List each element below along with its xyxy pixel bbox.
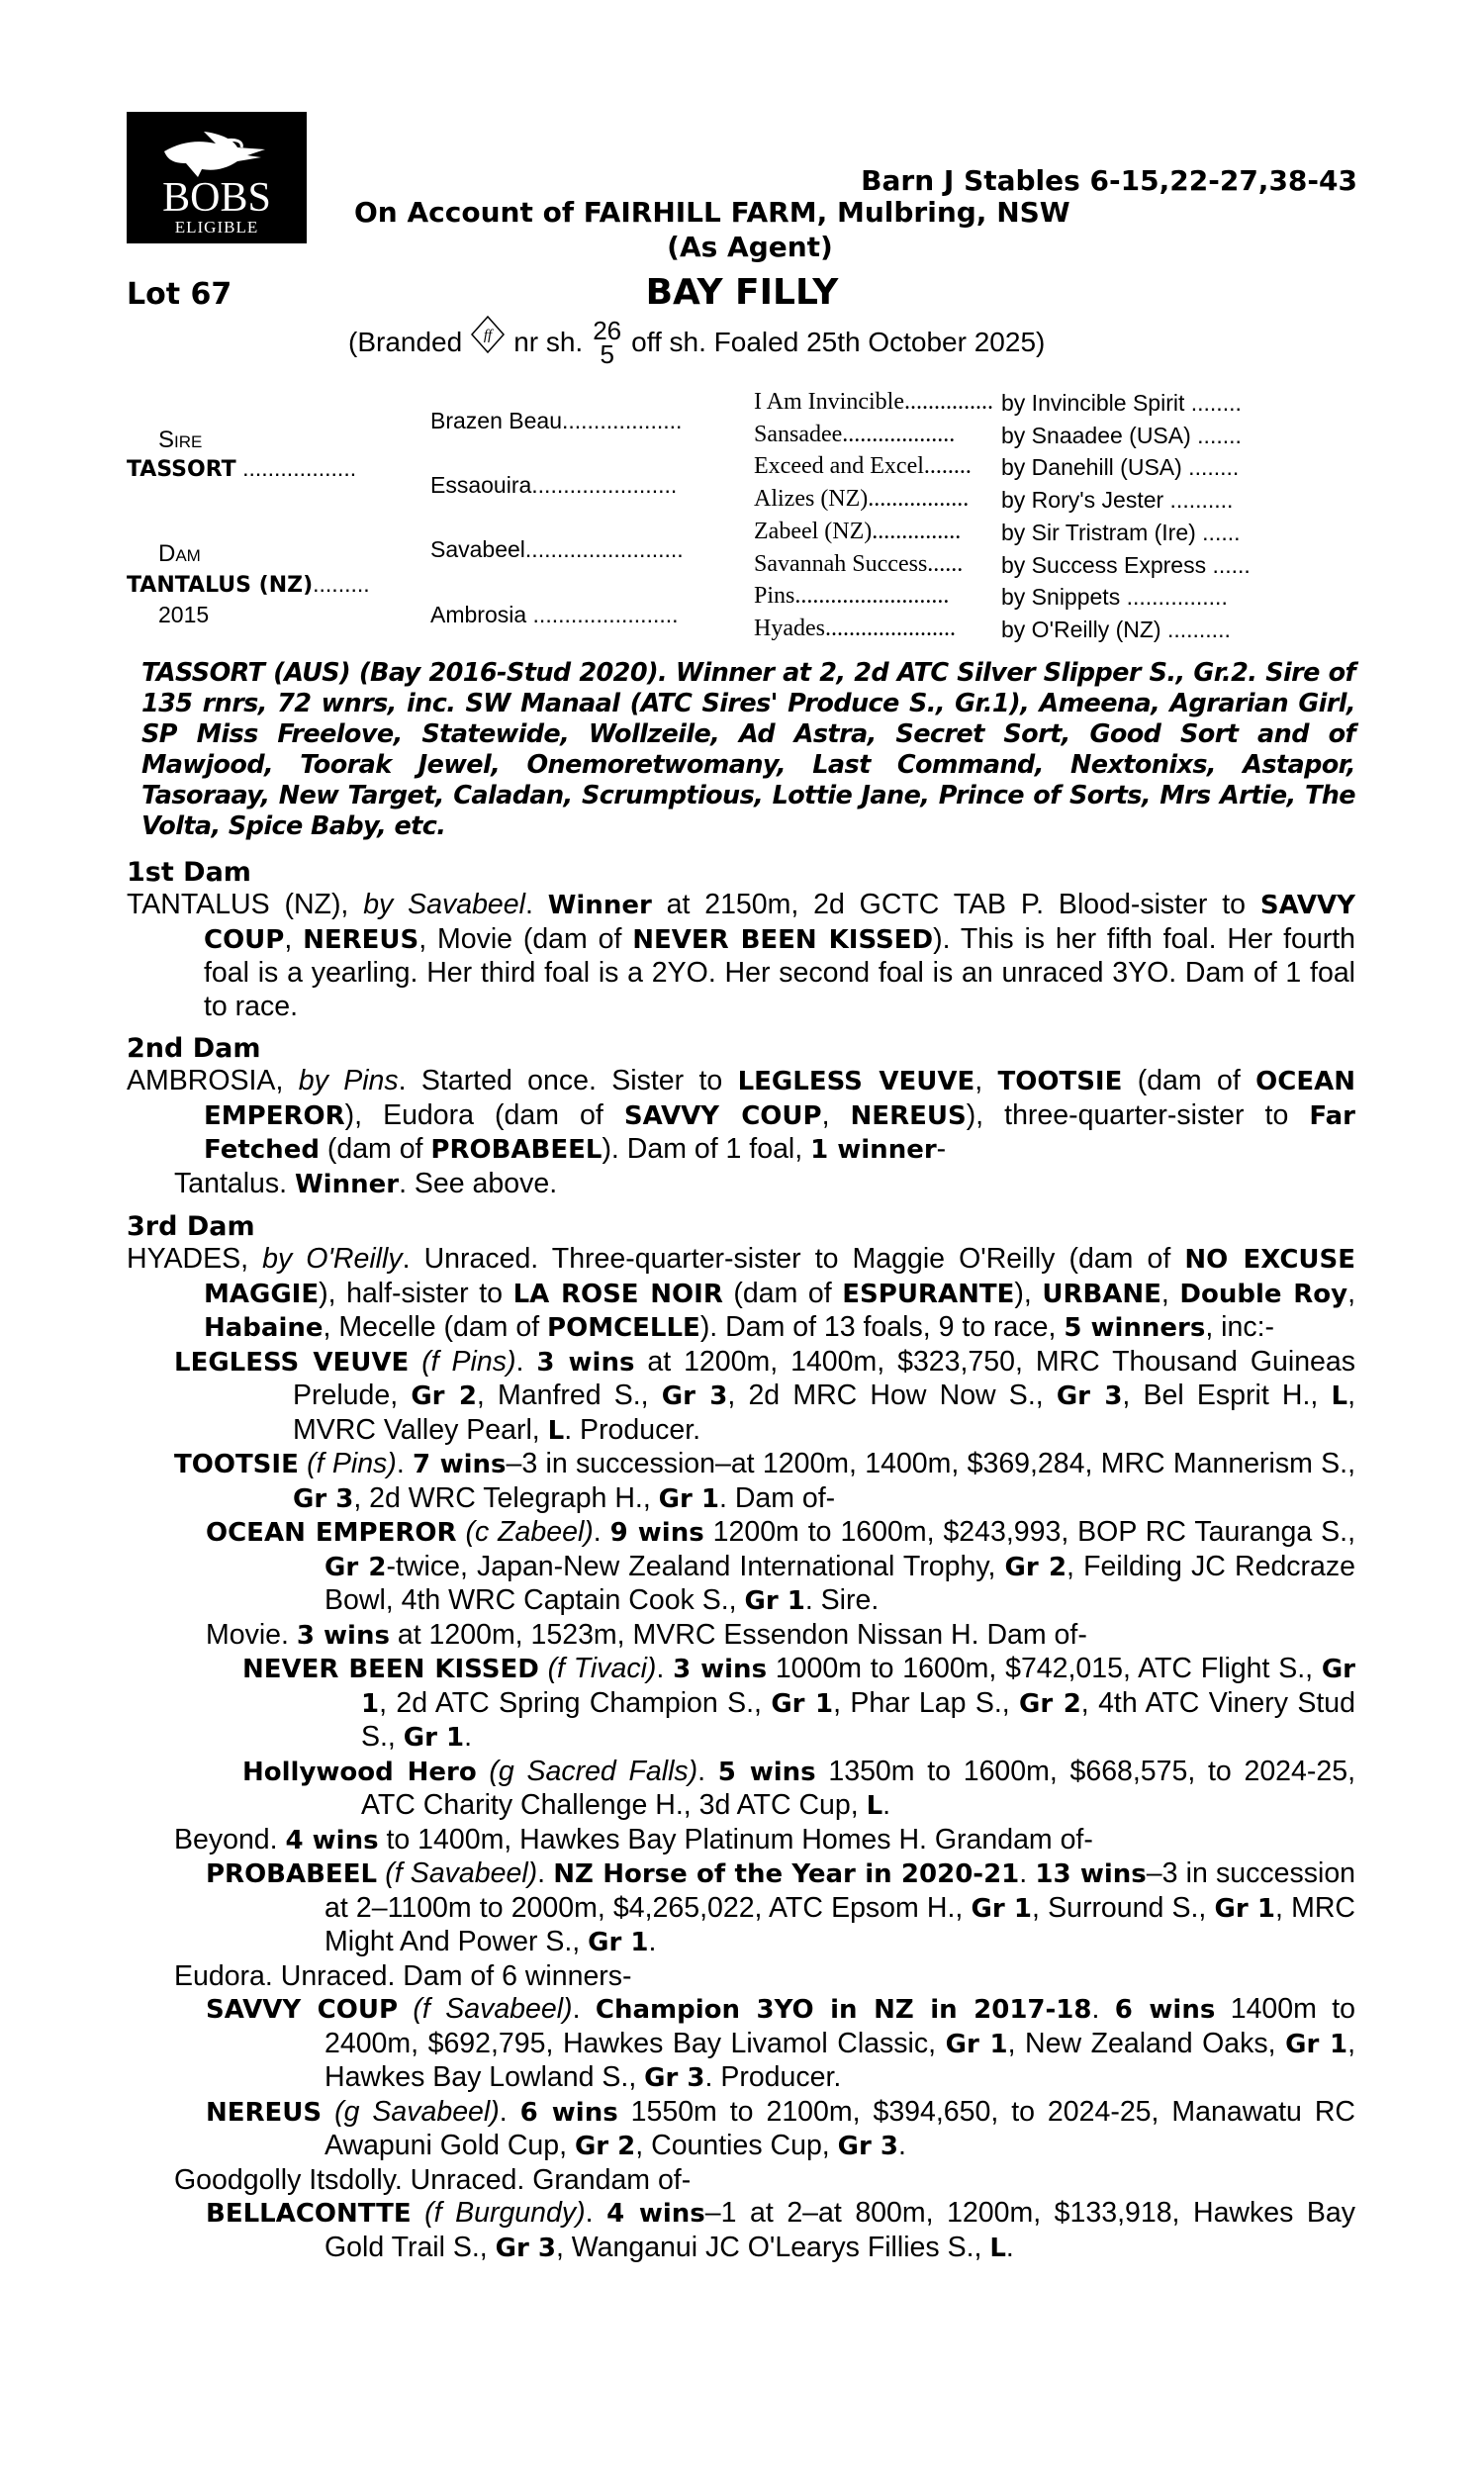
text: . Producer. [704,2061,842,2093]
brand-number-bottom: 5 [600,339,614,369]
text: -twice, Japan-New Zealand International Trophy, [386,1550,1005,1582]
bold-text: BELLACONTTE [206,2199,412,2229]
bold-text: 4 wins [606,2199,705,2229]
text: . [524,889,548,920]
text: . [1091,1993,1115,2025]
as-agent [0,231,1484,263]
bold-text: Gr 1 [744,1586,805,1616]
text: . See above. [399,1167,558,1199]
great-grandparent-sire: by O'Reilly (NZ) [1001,616,1161,642]
barn-stables: Barn J Stables 6-15,22-27,38-43 [861,164,1357,197]
text [299,1448,307,1479]
text: , New Zealand Oaks, [1007,2027,1286,2059]
great-grandparent-dam-line: Savannah Success...... [754,550,964,577]
text: . [897,2130,906,2161]
text [409,1346,421,1378]
bold-text: Gr 2 [411,1381,477,1411]
text: at 2150m, 2d GCTC TAB P. Blood-sister to [651,889,1260,920]
text: , Wanganui JC O'Learys Fillies S., [555,2231,990,2263]
svg-text:BOBS: BOBS [162,175,271,221]
bold-text: LEGLESS VEUVE [174,1347,410,1378]
great-grandparent-sire: by Snippets [1001,584,1121,611]
text: . Sire. [804,1584,880,1616]
produce-entry [127,1756,1355,1824]
text: Goodgolly Itsdolly. Unraced. Grandam of- [174,2163,692,2196]
produce-entry [127,1824,1355,1858]
text: , 2d WRC Telegraph H., [353,1481,659,1514]
text: ). Dam of 1 foal, [602,1133,811,1165]
produce-entry [127,1448,1355,1516]
text: –3 in succession at 2–1100m to 2000m, $4,265,022, ATC Epsom H., [325,1857,1356,1924]
text: . [572,1993,596,2025]
text: ), [1014,1277,1043,1309]
bold-text: SAVVY COUP [206,1995,399,2025]
great-grandparent-dam-line: Pins.......................... [754,583,950,610]
italic-text: (f Burgundy) [424,2197,586,2229]
great-grandparent-name: Exceed and Excel [754,453,924,480]
bold-text: Gr 1 [361,1655,1356,1719]
text [477,1756,490,1787]
text: Eudora. Unraced. Dam of 6 winners- [174,1959,632,1992]
text: ), half-sister to [319,1277,513,1309]
text: . [1005,2231,1014,2263]
produce-entry [127,2096,1355,2164]
bold-text: 3 wins [296,1620,390,1651]
dam-section [127,1211,1355,2265]
text: , Manfred S., [476,1380,662,1411]
dam-name: TANTALUS (NZ) [127,573,314,598]
horse-head-icon [127,112,307,243]
horse-title: BAY FILLY [645,272,839,313]
text: (dam of [1122,1065,1256,1096]
text: . [648,1926,657,1957]
text: . [1019,1857,1036,1889]
great-grandparent-dam-line: Alizes (NZ)................. [754,486,970,513]
text: . [499,2095,520,2128]
text: . [537,1857,554,1889]
bold-text: URBANE [1042,1279,1161,1309]
produce-entry [127,2164,1355,2198]
bold-text: Gr 2 [1019,1688,1081,1719]
sire-name: TASSORT [127,457,236,482]
produce-entry [127,1346,1355,1449]
dam-description [127,1065,1355,1168]
bold-text: Double Roy [1179,1279,1348,1309]
great-grandparent-name: Alizes (NZ) [754,486,869,513]
text: at 1200m, 1523m, MVRC Essendon Nissan H. Dam of- [389,1618,1087,1651]
dam-name-row: TANTALUS (NZ)......... [127,571,370,598]
produce-entry [127,1619,1355,1654]
text: HYADES, [127,1243,263,1275]
text: at 1200m, 1400m, $323,750, MRC Thousand Guineas Prelude, [293,1345,1355,1411]
great-grandparent-name: Pins [754,583,795,610]
text: ), Eudora (dam of [344,1098,624,1131]
dam-label: Dam [158,540,201,567]
as-agent-text: (As Agent) [667,231,833,263]
dam-sections [127,857,1355,2275]
bold-text: Gr 1 [945,2029,1008,2059]
text: , [1347,1277,1355,1309]
text: Beyond. [174,1823,286,1856]
bold-text: LA ROSE NOIR [512,1279,723,1309]
produce-entry [127,1168,1355,1202]
bold-text: PROBABEEL [430,1135,603,1165]
great-grandparent-sire: by Snaadee (USA) [1001,422,1191,448]
great-grandparent-sire-line: by Sir Tristram (Ire) ...... [1001,519,1241,545]
great-grandparent-sire: by Invincible Spirit [1001,390,1185,416]
text: - [936,1133,947,1165]
text: 1000m to 1600m, $742,015, ATC Flight S., [767,1653,1322,1684]
brand-number [593,316,622,369]
bold-text: Winner [547,891,652,920]
text: , 2d MRC How Now S., [727,1380,1057,1411]
text: , [821,1098,851,1131]
bold-text: Gr 1 [588,1928,649,1957]
text: ), three-quarter-sister to [966,1098,1310,1131]
great-grandparent-name: Hyades [754,615,825,641]
brand-near-side: nr sh. [513,327,584,357]
great-grandparent-name: Sansadee [754,421,843,447]
text: –1 at 2–at 800m, 1200m, $133,918, Hawkes Bay Gold Trail S., [325,2197,1356,2263]
text [412,2197,425,2229]
text: , [284,922,304,955]
bold-text: Gr 2 [325,1552,387,1582]
bold-text: Gr 2 [574,2132,636,2161]
text: , Movie (dam of [418,922,633,955]
bold-text: NZ Horse of the Year in 2020-21 [553,1859,1020,1889]
bold-text: 9 wins [609,1518,704,1548]
text: . [882,1789,891,1821]
bold-text: NO EXCUSE MAGGIE [204,1245,1355,1309]
bold-text: Gr 1 [1214,1893,1276,1924]
italic-text: (f Tivaci) [547,1653,657,1684]
grandparent-name: Brazen Beau [430,408,562,433]
brand-suffix: off sh. Foaled 25th October 2025) [631,327,1046,357]
bold-text: TOOTSIE [997,1067,1123,1096]
great-grandparent-dam-line: Hyades...................... [754,615,956,641]
bold-text: L [547,1415,565,1446]
great-grandparent-dam-line: Zabeel (NZ)............... [754,518,962,544]
text: , 2d ATC Spring Champion S., [379,1686,772,1719]
italic-text: by Pins [298,1065,399,1096]
text: , Phar Lap S., [833,1686,1020,1719]
text: . [396,1448,414,1479]
produce-entry [127,2197,1355,2265]
bold-text: TOOTSIE [174,1450,299,1479]
text: Movie. [206,1618,297,1651]
bold-text: L [989,2233,1006,2263]
text: . [593,1516,610,1548]
bold-text: 4 wins [285,1825,379,1856]
text: –3 in succession–at 1200m, 1400m, $369,284, MRC Mannerism S., [506,1448,1356,1479]
bold-text: 1 winner [810,1135,937,1165]
section-heading: 2nd Dam [127,1033,261,1064]
sire-name-row: TASSORT .................. [127,455,357,482]
text: Tantalus. [174,1167,295,1199]
bold-text: 6 wins [519,2097,618,2128]
bold-text: Gr 2 [1004,1552,1067,1582]
bold-text: Gr 3 [495,2233,556,2263]
bold-text: LEGLESS VEUVE [737,1067,975,1096]
bold-text: Gr 1 [658,1483,719,1514]
bold-text: Gr 1 [971,1893,1033,1924]
bold-text: Gr 3 [837,2132,898,2161]
text: , MVRC Valley Pearl, [293,1380,1356,1446]
text: (dam of [722,1277,843,1309]
text [322,2096,334,2128]
great-grandparent-dam-line: Sansadee................... [754,421,956,447]
bold-text: 5 wins [717,1757,816,1787]
italic-text: (f Savabeel) [413,1993,573,2025]
bold-text: Gr 3 [1056,1381,1123,1411]
text: . [464,1721,472,1753]
text: , Counties Cup, [635,2130,838,2161]
text: , Hawkes Bay Lowland S., [325,2027,1356,2093]
text: , 4th ATC Vinery Stud S., [361,1686,1355,1753]
text [377,1857,385,1889]
grandparent-name: Ambrosia [430,602,527,627]
great-grandparent-dam-line: Exceed and Excel........ [754,453,972,480]
text: , MRC Might And Power S., [325,1891,1355,1957]
text: . [515,1345,537,1378]
text: ). This is her fifth foal. Her fourth foal is a yearling. Her third foal is a 2YO. Her second foal is an unraced 3YO. Dam of 1 foal to race. [204,922,1355,1022]
sire-label: Sire [158,427,203,453]
bold-text: SAVVY COUP [204,891,1355,955]
bold-text: NEREUS [850,1100,967,1131]
bold-text: NEREUS [303,924,419,955]
bold-text: Hollywood Hero [242,1757,477,1787]
text: , [974,1065,998,1096]
dam-year: 2015 [158,602,210,627]
italic-text: (c Zabeel) [465,1516,594,1548]
section-heading: 1st Dam [127,857,251,888]
text [398,1993,413,2025]
brand-mark-icon [470,315,506,354]
lot-number: Lot 67 [127,277,232,312]
text: AMBROSIA, [127,1065,299,1096]
text: . [697,1755,718,1787]
bold-text: NEVER BEEN KISSED [242,1655,539,1684]
bold-text: 6 wins [1114,1995,1216,2025]
bold-text: OCEAN EMPEROR [206,1518,457,1548]
great-grandparent-sire-line: by O'Reilly (NZ) .......... [1001,616,1231,642]
bold-text: NEVER BEEN KISSED [632,924,934,955]
grandsire-dam: Savabeel......................... [430,536,684,562]
text: 1400m to 2400m, $692,795, Hawkes Bay Livamol Classic, [325,1993,1356,2059]
bold-text: OCEAN EMPEROR [204,1067,1355,1131]
brand-number-top: 26 [593,316,622,345]
text: ). Dam of 13 foals, 9 to race, [699,1311,1065,1343]
section-heading: 3rd Dam [127,1211,255,1242]
great-grandparent-name: Savannah Success [754,550,928,577]
bold-text: SAVVY COUP [623,1100,822,1131]
svg-text:ff: ff [484,328,493,343]
italic-text: (f Pins) [421,1345,516,1378]
text: . [656,1653,674,1684]
italic-text: by O'Reilly [262,1243,403,1275]
dam-section [127,857,1355,1023]
bold-text: POMCELLE [547,1313,700,1343]
grandparent-name: Essaouira [430,472,532,498]
great-grandparent-sire-line: by Invincible Spirit ........ [1001,390,1242,416]
text: , [1160,1277,1180,1309]
text [539,1653,548,1684]
bold-text: Winner [295,1169,400,1199]
bold-text: Gr 1 [1285,2029,1348,2059]
italic-text: by Savabeel [363,889,525,920]
bold-text: L [1331,1381,1348,1411]
text: (dam of [319,1133,431,1165]
bold-text: 13 wins [1035,1859,1147,1889]
text: 1550m to 2100m, $394,650, to 2024-25, Manawatu RC Awapuni Gold Cup, [325,2095,1356,2161]
great-grandparent-sire: by Sir Tristram (Ire) [1001,519,1196,545]
great-grandparent-sire: by Rory's Jester [1001,487,1164,514]
text: , Feilding JC Redcraze Bowl, 4th WRC Captain Cook S., [325,1550,1355,1616]
grandparent-name: Savabeel [430,536,525,562]
great-grandparent-sire-line: by Snippets ................ [1001,584,1228,611]
text: , inc:- [1205,1311,1275,1343]
dam-section [127,1033,1355,1201]
bold-text: Champion 3YO in NZ in 2017-18 [595,1995,1092,2025]
great-grandparent-dam-line: I Am Invincible............... [754,389,993,415]
text: 1200m to 1600m, $243,993, BOP RC Tauranga S., [703,1516,1355,1548]
grandsire-sire: Brazen Beau................... [430,408,683,433]
bold-text: NEREUS [206,2097,323,2128]
great-grandparent-sire: by Success Express [1001,551,1207,578]
vendor-account: On Account of FAIRHILL FARM, Mulbring, NSW [354,196,1070,229]
text: , Mecelle (dam of [323,1311,548,1343]
produce-entry [127,1516,1355,1619]
text: . Unraced. Three-quarter-sister to Maggie O'Reilly (dam of [402,1243,1185,1275]
great-grandparent-sire-line: by Snaadee (USA) ....... [1001,422,1242,448]
bold-text: Gr 3 [644,2063,705,2093]
bold-text: L [866,1791,883,1821]
italic-text: (f Pins) [307,1448,397,1479]
bold-text: Habaine [204,1313,324,1343]
text: . Dam of- [718,1481,836,1514]
text: . Producer. [564,1413,701,1446]
granddam-dam: Ambrosia ....................... [430,602,679,627]
brand-line [348,316,1046,369]
sire-summary: TASSORT (AUS) (Bay 2016-Stud 2020). Winner at 2, 2d ATC Silver Slipper S., Gr.2. Sire of 135 rnrs, 72 wnrs, inc. SW Manaal (ATC Sires' Produce S., Gr.1), Ameena, Agrarian Girl, SP Miss Freelove, Statewide, Wollzeile, Ad Astra, Secret Sort, Good Sort and of Mawjood, Toorak Jewel, Onemoretwomany, Last Command, Nextonixs, Astapor, Tasoraay, New Target, Caladan, Scrumptious, Lottie Jane, Prince of Sorts, Mrs Artie, The Volta, Spice Baby, etc. [141,658,1355,841]
bold-text: PROBABEEL [206,1859,378,1889]
text: TANTALUS (NZ), [127,889,364,920]
bold-text: 5 winners [1064,1313,1206,1343]
dam-description [127,1243,1355,1346]
text: , Bel Esprit H., [1122,1380,1332,1411]
bold-text: ESPURANTE [842,1279,1015,1309]
bobs-eligible-logo [127,112,307,243]
bold-text: Gr 1 [771,1688,834,1719]
great-grandparent-name: Zabeel (NZ) [754,518,873,544]
italic-text: (f Savabeel) [385,1857,538,1889]
great-grandparent-sire-line: by Rory's Jester .......... [1001,487,1234,514]
bold-text: Gr 3 [293,1483,354,1514]
great-grandparent-name: I Am Invincible [754,389,904,415]
text: . Started once. Sister to [398,1065,738,1096]
text: . [585,2197,607,2229]
great-grandparent-sire-line: by Danehill (USA) ........ [1001,454,1240,481]
italic-text: (g Savabeel) [334,2095,500,2128]
text: , Surround S., [1032,1891,1215,1924]
produce-entry [127,1653,1355,1756]
italic-text: (g Sacred Falls) [489,1755,698,1787]
produce-entry [127,1993,1355,2096]
svg-text:ELIGIBLE: ELIGIBLE [174,218,259,237]
bold-text: Gr 1 [403,1723,465,1753]
bold-text: Far Fetched [204,1100,1355,1165]
dam-description [127,889,1355,1023]
produce-entry [127,1857,1355,1960]
text: 1350m to 1600m, $668,575, to 2024-25, ATC Charity Challenge H., 3d ATC Cup, [361,1755,1355,1821]
bold-text: 3 wins [673,1655,768,1684]
bold-text: 3 wins [536,1347,635,1378]
bold-text: 7 wins [413,1450,507,1479]
brand-prefix: (Branded [348,327,463,357]
bold-text: Gr 3 [661,1381,728,1411]
produce-entry [127,1960,1355,1994]
text: to 1400m, Hawkes Bay Platinum Homes H. Grandam of- [378,1823,1093,1856]
great-grandparent-sire-line: by Success Express ...... [1001,551,1251,578]
granddam-sire: Essaouira....................... [430,472,678,498]
great-grandparent-sire: by Danehill (USA) [1001,454,1182,481]
